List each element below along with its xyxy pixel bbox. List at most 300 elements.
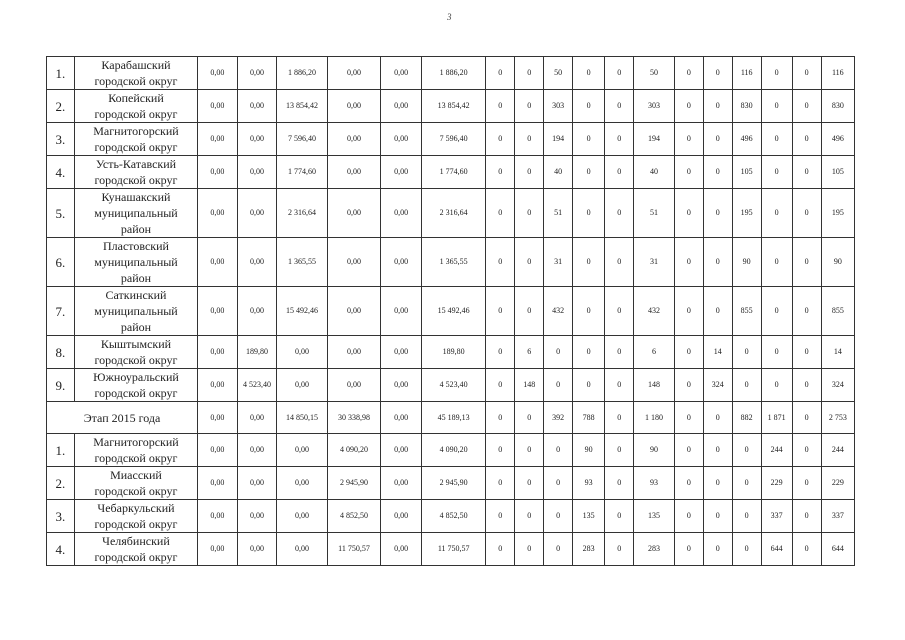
value-cell: 0	[792, 336, 821, 369]
value-cell: 40	[544, 156, 573, 189]
value-cell: 11 750,57	[422, 533, 486, 566]
value-cell: 244	[821, 434, 854, 467]
value-cell: 229	[821, 467, 854, 500]
value-cell: 0	[761, 336, 792, 369]
value-cell: 644	[761, 533, 792, 566]
value-cell: 0	[674, 189, 703, 238]
value-cell: 0	[703, 238, 732, 287]
value-cell: 0	[761, 90, 792, 123]
value-cell: 0	[515, 123, 544, 156]
municipality-name	[74, 533, 197, 566]
value-cell: 0,00	[277, 533, 327, 566]
municipality-name	[74, 369, 197, 402]
value-cell: 6	[515, 336, 544, 369]
value-cell: 0	[792, 238, 821, 287]
value-cell: 0,00	[381, 500, 422, 533]
value-cell: 11 750,57	[327, 533, 381, 566]
value-cell: 0	[573, 90, 605, 123]
municipality-name-line: городской округ	[94, 140, 178, 154]
value-cell: 0	[761, 156, 792, 189]
value-cell: 0,00	[327, 238, 381, 287]
value-cell: 0	[605, 402, 634, 434]
value-cell: 432	[634, 287, 675, 336]
row-number: 2.	[47, 467, 75, 500]
value-cell: 51	[634, 189, 675, 238]
value-cell: 135	[634, 500, 675, 533]
value-cell: 303	[544, 90, 573, 123]
municipality-name-line: городской округ	[94, 74, 178, 88]
value-cell: 0,00	[237, 402, 277, 434]
value-cell: 0	[732, 369, 761, 402]
value-cell: 0	[605, 156, 634, 189]
value-cell: 0	[486, 500, 515, 533]
value-cell: 0,00	[237, 57, 277, 90]
municipality-name-line: Кыштымский	[100, 337, 172, 351]
municipality-name-line: район	[120, 271, 152, 285]
value-cell: 0	[486, 287, 515, 336]
value-cell: 14 850,15	[277, 402, 327, 434]
value-cell: 0	[573, 57, 605, 90]
value-cell: 0	[703, 434, 732, 467]
value-cell: 0	[486, 57, 515, 90]
value-cell: 0	[605, 90, 634, 123]
value-cell: 15 492,46	[277, 287, 327, 336]
value-cell: 0	[674, 238, 703, 287]
value-cell: 432	[544, 287, 573, 336]
municipality-name	[74, 90, 197, 123]
value-cell: 90	[821, 238, 854, 287]
value-cell: 0	[703, 156, 732, 189]
value-cell: 0	[761, 189, 792, 238]
municipality-name	[74, 156, 197, 189]
value-cell: 0,00	[381, 402, 422, 434]
value-cell: 189,80	[237, 336, 277, 369]
value-cell: 31	[634, 238, 675, 287]
table-row	[47, 533, 855, 566]
value-cell: 0,00	[237, 90, 277, 123]
value-cell: 0,00	[198, 287, 238, 336]
value-cell: 0	[486, 336, 515, 369]
value-cell: 0	[792, 402, 821, 434]
value-cell: 1 774,60	[277, 156, 327, 189]
value-cell: 0	[515, 189, 544, 238]
value-cell: 0	[573, 156, 605, 189]
value-cell: 0,00	[237, 287, 277, 336]
table-row	[47, 336, 855, 369]
value-cell: 0	[515, 434, 544, 467]
data-table	[46, 56, 855, 566]
table-row	[47, 90, 855, 123]
row-number: 5.	[47, 189, 75, 238]
value-cell: 0	[486, 402, 515, 434]
table-row	[47, 467, 855, 500]
value-cell: 0,00	[237, 123, 277, 156]
value-cell: 2 753	[821, 402, 854, 434]
value-cell: 90	[634, 434, 675, 467]
value-cell: 644	[821, 533, 854, 566]
row-number: 7.	[47, 287, 75, 336]
value-cell: 0,00	[198, 90, 238, 123]
value-cell: 0	[515, 500, 544, 533]
value-cell: 31	[544, 238, 573, 287]
value-cell: 0	[732, 533, 761, 566]
value-cell: 855	[732, 287, 761, 336]
municipality-name	[74, 500, 197, 533]
value-cell: 0,00	[327, 90, 381, 123]
value-cell: 0,00	[198, 156, 238, 189]
municipality-name	[74, 57, 197, 90]
value-cell: 116	[821, 57, 854, 90]
municipality-name-line: муниципальный	[94, 304, 178, 318]
value-cell: 0	[703, 287, 732, 336]
value-cell: 0,00	[237, 238, 277, 287]
value-cell: 0	[515, 90, 544, 123]
table-row	[47, 434, 855, 467]
value-cell: 4 090,20	[327, 434, 381, 467]
municipality-name	[74, 123, 197, 156]
value-cell: 4 852,50	[422, 500, 486, 533]
value-cell: 0	[515, 533, 544, 566]
table-row	[47, 156, 855, 189]
value-cell: 0,00	[277, 434, 327, 467]
value-cell: 7 596,40	[422, 123, 486, 156]
value-cell: 0	[573, 287, 605, 336]
value-cell: 0	[761, 57, 792, 90]
value-cell: 105	[732, 156, 761, 189]
value-cell: 0,00	[277, 467, 327, 500]
value-cell: 1 886,20	[422, 57, 486, 90]
value-cell: 0	[605, 500, 634, 533]
value-cell: 189,80	[422, 336, 486, 369]
table-row	[47, 369, 855, 402]
value-cell: 392	[544, 402, 573, 434]
value-cell: 0	[792, 90, 821, 123]
value-cell: 30 338,98	[327, 402, 381, 434]
value-cell: 0	[703, 90, 732, 123]
value-cell: 1 365,55	[422, 238, 486, 287]
value-cell: 40	[634, 156, 675, 189]
value-cell: 0,00	[198, 533, 238, 566]
municipality-name-line: городской округ	[94, 107, 178, 121]
value-cell: 0	[605, 189, 634, 238]
value-cell: 0	[792, 287, 821, 336]
row-number: 3.	[47, 123, 75, 156]
row-number: 3.	[47, 500, 75, 533]
value-cell: 2 316,64	[422, 189, 486, 238]
value-cell: 93	[634, 467, 675, 500]
value-cell: 0	[732, 434, 761, 467]
municipality-name-line: район	[120, 320, 152, 334]
value-cell: 0,00	[381, 189, 422, 238]
value-cell: 0	[544, 467, 573, 500]
value-cell: 0	[544, 533, 573, 566]
value-cell: 0,00	[381, 336, 422, 369]
value-cell: 6	[634, 336, 675, 369]
value-cell: 0	[573, 189, 605, 238]
value-cell: 0,00	[327, 123, 381, 156]
value-cell: 4 852,50	[327, 500, 381, 533]
row-number: 4.	[47, 156, 75, 189]
value-cell: 0	[486, 90, 515, 123]
value-cell: 0	[674, 287, 703, 336]
value-cell: 0	[486, 189, 515, 238]
value-cell: 93	[573, 467, 605, 500]
value-cell: 0	[605, 238, 634, 287]
value-cell: 0,00	[277, 369, 327, 402]
row-number: 9.	[47, 369, 75, 402]
municipality-name-line: городской округ	[94, 353, 178, 367]
value-cell: 4 090,20	[422, 434, 486, 467]
value-cell: 0	[605, 467, 634, 500]
value-cell: 1 886,20	[277, 57, 327, 90]
value-cell: 0	[486, 434, 515, 467]
municipality-name	[74, 467, 197, 500]
value-cell: 195	[821, 189, 854, 238]
municipality-name-line: Копейский	[108, 91, 164, 105]
value-cell: 0	[515, 156, 544, 189]
value-cell: 0	[761, 287, 792, 336]
municipality-name	[74, 287, 197, 336]
municipality-name	[74, 238, 197, 287]
value-cell: 0	[515, 467, 544, 500]
municipality-name-line: муниципальный	[94, 206, 178, 220]
municipality-name-line: Южноуральский	[93, 370, 179, 384]
value-cell: 0	[674, 156, 703, 189]
value-cell: 830	[821, 90, 854, 123]
value-cell: 0	[732, 500, 761, 533]
value-cell: 0	[761, 369, 792, 402]
value-cell: 303	[634, 90, 675, 123]
municipality-name-line: муниципальный	[94, 255, 178, 269]
value-cell: 337	[761, 500, 792, 533]
value-cell: 788	[573, 402, 605, 434]
row-number: 6.	[47, 238, 75, 287]
value-cell: 0,00	[327, 57, 381, 90]
value-cell: 0	[515, 57, 544, 90]
municipality-name-line: городской округ	[94, 517, 178, 531]
value-cell: 0	[486, 467, 515, 500]
value-cell: 0	[605, 57, 634, 90]
value-cell: 148	[515, 369, 544, 402]
value-cell: 0	[486, 238, 515, 287]
value-cell: 4 523,40	[422, 369, 486, 402]
value-cell: 194	[634, 123, 675, 156]
row-number: 1.	[47, 57, 75, 90]
municipality-name-line: Миасский	[110, 468, 162, 482]
municipality-name-line: Усть-Катавский	[95, 157, 177, 171]
value-cell: 0	[792, 434, 821, 467]
value-cell: 0	[732, 467, 761, 500]
value-cell: 0	[703, 57, 732, 90]
value-cell: 105	[821, 156, 854, 189]
page-number: 3	[447, 12, 452, 22]
value-cell: 0	[792, 500, 821, 533]
value-cell: 0	[544, 500, 573, 533]
table-row	[47, 123, 855, 156]
value-cell: 0,00	[237, 189, 277, 238]
value-cell: 2 945,90	[327, 467, 381, 500]
value-cell: 0,00	[198, 402, 238, 434]
value-cell: 0,00	[381, 156, 422, 189]
value-cell: 1 365,55	[277, 238, 327, 287]
value-cell: 229	[761, 467, 792, 500]
municipality-name-line: Магнитогорский	[93, 124, 179, 138]
table-body	[47, 57, 855, 566]
value-cell: 0,00	[381, 434, 422, 467]
value-cell: 0,00	[381, 467, 422, 500]
value-cell: 0,00	[198, 336, 238, 369]
value-cell: 0	[573, 336, 605, 369]
value-cell: 116	[732, 57, 761, 90]
value-cell: 0	[573, 369, 605, 402]
value-cell: 90	[732, 238, 761, 287]
municipality-name-line: Кунашакский	[101, 190, 171, 204]
table-row	[47, 500, 855, 533]
value-cell: 0,00	[237, 156, 277, 189]
municipality-name-line: Чебаркульский	[97, 501, 175, 515]
value-cell: 0,00	[381, 123, 422, 156]
value-cell: 0	[674, 533, 703, 566]
value-cell: 0	[486, 533, 515, 566]
value-cell: 148	[634, 369, 675, 402]
value-cell: 0	[605, 336, 634, 369]
value-cell: 0	[792, 533, 821, 566]
value-cell: 0	[792, 189, 821, 238]
value-cell: 496	[732, 123, 761, 156]
value-cell: 0	[703, 189, 732, 238]
value-cell: 0,00	[198, 434, 238, 467]
value-cell: 0	[732, 336, 761, 369]
value-cell: 0,00	[381, 287, 422, 336]
value-cell: 1 180	[634, 402, 675, 434]
value-cell: 0	[674, 57, 703, 90]
value-cell: 14	[821, 336, 854, 369]
municipality-name-line: Пластовский	[102, 239, 169, 253]
municipality-name-line: Магнитогорский	[93, 435, 179, 449]
value-cell: 0,00	[277, 500, 327, 533]
value-cell: 194	[544, 123, 573, 156]
value-cell: 0	[761, 123, 792, 156]
value-cell: 0	[703, 533, 732, 566]
value-cell: 0	[792, 123, 821, 156]
value-cell: 0	[486, 156, 515, 189]
value-cell: 0	[515, 238, 544, 287]
value-cell: 0,00	[277, 336, 327, 369]
stage-label: Этап 2015 года	[47, 402, 198, 434]
value-cell: 1 871	[761, 402, 792, 434]
value-cell: 0	[515, 287, 544, 336]
value-cell: 496	[821, 123, 854, 156]
municipality-name-line: городской округ	[94, 451, 178, 465]
value-cell: 90	[573, 434, 605, 467]
value-cell: 0,00	[237, 533, 277, 566]
value-cell: 0	[486, 123, 515, 156]
value-cell: 0	[544, 369, 573, 402]
value-cell: 195	[732, 189, 761, 238]
municipality-name	[74, 336, 197, 369]
value-cell: 0,00	[381, 369, 422, 402]
value-cell: 0	[486, 369, 515, 402]
value-cell: 0	[792, 57, 821, 90]
row-number: 2.	[47, 90, 75, 123]
table-row	[47, 238, 855, 287]
value-cell: 0,00	[327, 156, 381, 189]
value-cell: 0	[605, 123, 634, 156]
value-cell: 244	[761, 434, 792, 467]
municipality-name	[74, 434, 197, 467]
value-cell: 1 774,60	[422, 156, 486, 189]
value-cell: 0	[703, 500, 732, 533]
municipality-name-line: Челябинский	[102, 534, 170, 548]
value-cell: 0	[605, 434, 634, 467]
value-cell: 0	[674, 434, 703, 467]
value-cell: 283	[634, 533, 675, 566]
municipality-name-line: городской округ	[94, 484, 178, 498]
table-row	[47, 189, 855, 238]
value-cell: 15 492,46	[422, 287, 486, 336]
row-number: 8.	[47, 336, 75, 369]
value-cell: 2 945,90	[422, 467, 486, 500]
municipality-name-line: Карабашский	[101, 58, 171, 72]
value-cell: 0	[573, 238, 605, 287]
value-cell: 14	[703, 336, 732, 369]
value-cell: 13 854,42	[277, 90, 327, 123]
table-row	[47, 287, 855, 336]
municipality-name-line: городской округ	[94, 173, 178, 187]
value-cell: 0,00	[237, 467, 277, 500]
value-cell: 0,00	[381, 238, 422, 287]
value-cell: 4 523,40	[237, 369, 277, 402]
municipality-name-line: район	[120, 222, 152, 236]
value-cell: 0	[674, 369, 703, 402]
value-cell: 0,00	[327, 369, 381, 402]
value-cell: 0	[703, 123, 732, 156]
value-cell: 0,00	[198, 123, 238, 156]
value-cell: 0	[674, 336, 703, 369]
municipality-name	[74, 189, 197, 238]
value-cell: 0	[674, 90, 703, 123]
value-cell: 324	[821, 369, 854, 402]
value-cell: 2 316,64	[277, 189, 327, 238]
value-cell: 0	[605, 369, 634, 402]
stage-row	[47, 402, 855, 434]
value-cell: 0,00	[327, 287, 381, 336]
value-cell: 0	[792, 467, 821, 500]
value-cell: 0	[674, 123, 703, 156]
value-cell: 0	[761, 238, 792, 287]
value-cell: 0,00	[198, 238, 238, 287]
value-cell: 0	[674, 500, 703, 533]
value-cell: 45 189,13	[422, 402, 486, 434]
value-cell: 0	[703, 402, 732, 434]
value-cell: 0,00	[381, 90, 422, 123]
value-cell: 0	[792, 156, 821, 189]
value-cell: 0	[605, 533, 634, 566]
value-cell: 50	[634, 57, 675, 90]
value-cell: 0	[544, 434, 573, 467]
value-cell: 0	[674, 467, 703, 500]
value-cell: 0	[792, 369, 821, 402]
value-cell: 882	[732, 402, 761, 434]
value-cell: 0,00	[198, 369, 238, 402]
value-cell: 0,00	[237, 500, 277, 533]
value-cell: 0	[605, 287, 634, 336]
municipality-name-line: городской округ	[94, 550, 178, 564]
value-cell: 337	[821, 500, 854, 533]
value-cell: 0,00	[381, 533, 422, 566]
value-cell: 7 596,40	[277, 123, 327, 156]
value-cell: 135	[573, 500, 605, 533]
